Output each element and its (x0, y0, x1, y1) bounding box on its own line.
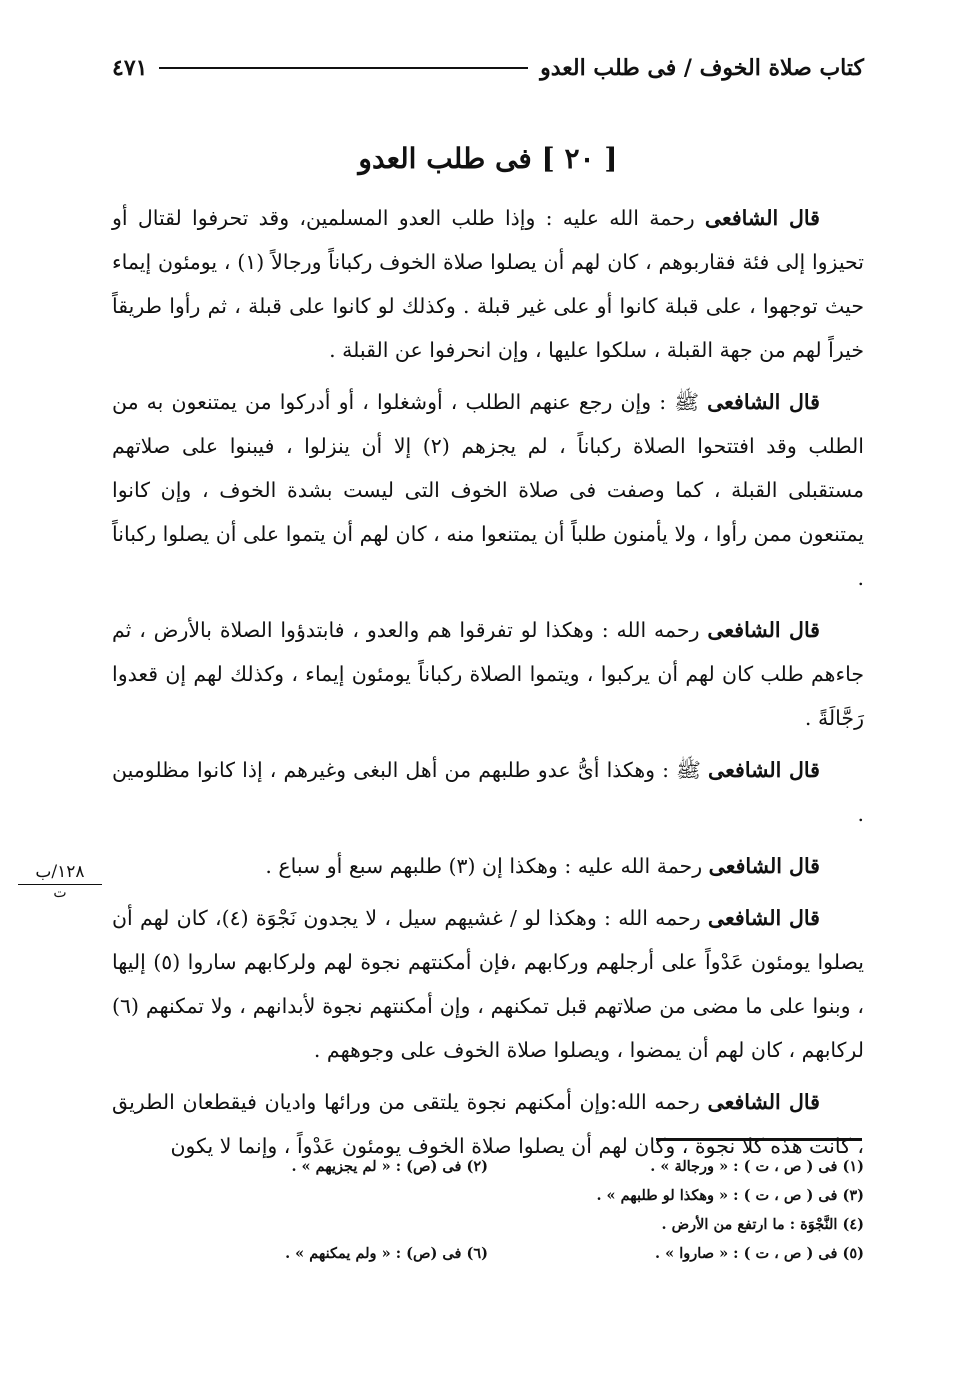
paragraph (112, 748, 864, 836)
running-header (112, 48, 864, 88)
footnote-row (112, 1152, 864, 1181)
footnote: (٣) فى ( ص ، ت ) : « وهكذا لو طلبهم » . (596, 1187, 864, 1204)
paragraph (112, 380, 864, 600)
paragraph (112, 196, 864, 372)
speaker-label: قال الشافعى (708, 758, 820, 782)
footnote-separator (656, 1138, 862, 1141)
speaker-label: قال الشافعى (704, 206, 820, 230)
paragraph (112, 608, 864, 740)
paragraph-text: رحمه الله : وهكذا لو / غشيهم سيل ، لا يجدون نَجْوَة (٤)، كان لهم أن يصلوا يومئون عَدْواً على أرجلهم وركابهم ،فإن أمكنتهم نجوة لهم ولركابهم ساروا (٥) إليها ، وبنوا على ما مضى من صلاتهم قبل تمكنهم ، وإن أمكنتهم نجوة لأبدانهم ، ولا تمكنهم (٦) لركابهم ، كان لهم أن يمضوا ، ويصلوا صلاة الخوف على وجوههم . (112, 906, 864, 1062)
speaker-label: قال الشافعى (707, 906, 820, 930)
header-rule (159, 67, 528, 69)
paragraph-text: رحمة الله عليه : وهكذا إن (٣) طلبهم سبع أو سباع . (265, 854, 703, 878)
speaker-label: قال الشافعى (708, 854, 820, 878)
speaker-label: قال الشافعى (707, 390, 820, 414)
footnote (112, 1210, 488, 1239)
folio-number: ١٢٨/ب (18, 862, 102, 885)
paragraph (112, 844, 864, 888)
paragraph-text: ﷺ : وإن رجع عنهم الطلب ، أوشغلوا ، أو أدركوا من يمتنعون به من الطلب وقد افتتحوا الصلاة ركباناً ، لم يجزهم (٢) إلا أن ينزلوا ، فيبنوا على صلاتهم مستقبلى القبلة ، كما وصفت فى صلاة الخوف التى ليست بشدة الخوف ، وإن كانوا يمتنعون ممن رأوا ، ولا يأمنون طلباً أن يمتنعوا منه ، كان لهم أن يتموا على أن يصلوا ركباناً . (112, 390, 864, 590)
footnote-row (112, 1181, 864, 1210)
manuscript-folio-marker (18, 862, 102, 901)
footnote-row (112, 1239, 864, 1268)
footnote: (١) فى ( ص ، ت ) : « ورجالة » . (650, 1158, 864, 1175)
footnote: (٥) فى ( ص ، ت ) : « صاروا » . (655, 1245, 864, 1262)
footnote: (٤) النَّجْوَة : ما ارتفع من الأرض . (661, 1216, 864, 1233)
chapter-title: [ ٢٠ ] فى طلب العدو (358, 142, 618, 175)
paragraph-text: ﷺ : وهكذا أىُّ عدو طلبهم من أهل البغى وغيرهم ، إذا كانوا مظلومين . (112, 758, 864, 826)
speaker-label: قال الشافعى (707, 1090, 820, 1114)
main-text (112, 196, 864, 1176)
footnotes (112, 1152, 864, 1268)
running-title: كتاب صلاة الخوف / فى طلب العدو (540, 55, 864, 81)
page-number: ٤٧١ (112, 55, 148, 81)
paragraph-text: رحمه الله : وهكذا لو تفرقوا هم والعدو ، فابتدؤوا الصلاة بالأرض ، ثم جاءهم طلب كان لهم أن يركبوا ، ويتموا الصلاة ركباناً يومئون إيماء ، وكذلك لهم إن قعدوا رَجَّالَةً . (112, 618, 864, 730)
paragraph (112, 896, 864, 1072)
footnote (112, 1181, 488, 1210)
paragraph-text: رحمه الله:وإن أمكنهم نجوة يلتقى من ورائها واديان فيقطعان الطريق ، كانت هذه كلا نجوة ، وكان لهم أن يصلوا صلاة الخوف يومئون عَدْواً ، وإنما لا يكون (112, 1090, 864, 1158)
manuscript-siglum: ت (53, 885, 67, 901)
footnote: (٢) فى (ص) : « لم يجزيهم » . (291, 1158, 488, 1175)
paragraph-text: رحمة الله عليه : وإذا طلب العدو المسلمين، وقد تحرفوا لقتال أو تحيزوا إلى فئة فقاربوهم ، كان لهم أن يصلوا صلاة الخوف ركباناً ورجالاً (١) ، يومئون إيماء حيث توجهوا ، على قبلة كانوا أو على غير قبلة . وكذلك لو كانوا على قبلة ، ثم رأوا طريقاً خيراً لهم من جهة القبلة ، سلكوا عليها ، وإن انحرفوا عن القبلة . (112, 206, 864, 362)
footnote: (٦) فى (ص) : « ولم يمكنهم » . (285, 1245, 488, 1262)
speaker-label: قال الشافعى (707, 618, 820, 642)
footnote-row (112, 1210, 864, 1239)
